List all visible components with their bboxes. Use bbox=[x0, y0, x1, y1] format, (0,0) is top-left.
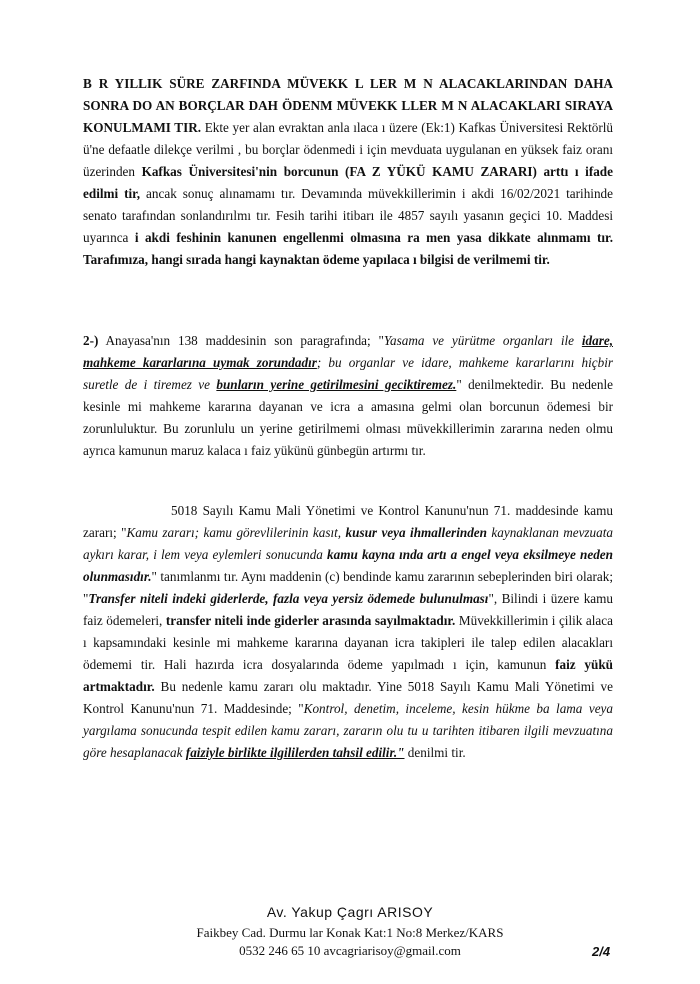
footer-lawyer-name: Av. Yakup Çagrı ARISOY bbox=[266, 904, 434, 920]
paragraph-3-text: Bu nedenle kamu zararı olu maktadır. Yine 5018 Sayılı Kamu Mali Yönetimi ve Kontrol Kanunu'nun 71. Maddesinde; " bbox=[83, 679, 613, 716]
constitution-quote: ; bu organlar ve idare, mahkeme kararlarını hiçbir suretle de i tiremez ve bbox=[83, 355, 614, 392]
paragraph-1-heading: B R YILLIK SÜRE ZARFINDA MÜVEKK L LER M N ALACAKLARINDAN DAHA SONRA DO AN BORÇLAR DAH ÖDENM MÜVEKK LLER M N ALACAKLARI SIRAYA KONULMAMI TIR. bbox=[83, 76, 613, 135]
paragraph-1-text: ancak sonuç alınamamı tır. Devamında müvekkillerimin i akdi 16/02/2021 tarihinde senato tarafından sonlandırılmı tır. Fesih tarihi itibarı ile 4857 sayılı yasanın geçici 10. Maddesi uyarınca bbox=[83, 186, 613, 245]
paragraph-2-text: " denilmektedir. Bu nedenle kesinle mi mahkeme kararına dayanan ve icra a amasına gelmi olan borcunun ödemesi bir zorunluluktur. Bu zorunlulu un yerine getirilmemi olması müvekkillerimin zararına neden olmu ayrıca kamunun maruz kalaca ı faiz yükünü günbegün artırmı tır. bbox=[83, 377, 613, 458]
law-quote-emphasis: kusur veya ihmallerinden bbox=[345, 525, 487, 540]
paragraph-3-text: 5018 Sayılı Kamu Mali Yönetimi ve Kontrol Kanunu'nun 71. maddesinde kamu zararı; " bbox=[83, 503, 613, 540]
paragraph-3 bbox=[83, 500, 613, 764]
paragraph-3-text: ", Bilindi i üzere kamu faiz ödemeleri, bbox=[83, 591, 613, 628]
paragraph-3-bold-text: faiz yükü artmaktadır. bbox=[83, 657, 613, 694]
paragraph-2-text: Anayasa'nın 138 maddesinin son paragrafında; " bbox=[98, 333, 384, 348]
paragraph-2 bbox=[83, 330, 613, 462]
paragraph-2-number: 2-) bbox=[83, 333, 99, 348]
law-quote-emphasis: Transfer niteli indeki giderlerde, fazla veya yersiz ödemede bulunulması bbox=[88, 591, 489, 606]
paragraph-1-text: Ekte yer alan evraktan anla ılaca ı üzere (Ek:1) Kafkas Üniversitesi Rektörlü ü'ne defaatle dilekçe verilmi , bu borçlar ödenmedi i için mevduata uygulanan en yüksek faiz oranı üzerinden bbox=[83, 120, 614, 179]
law-quote: kaynaklanan mevzuata aykırı karar, i lem veya eylemleri sonucunda bbox=[83, 525, 614, 562]
paragraph-1-bold-text: i akdi feshinin kanunen engellenmi olmasına ra men yasa dikkate alınmamı tır. Tarafımıza, hangi sırada hangi kaynaktan ödeme yapılaca ı bilgisi de verilmemi tir. bbox=[83, 230, 613, 267]
law-quote: Kontrol, denetim, inceleme, kesin hükme ba lama veya yargılama sonucunda tespit edilen kamu zararı, zararın olu tu u tarihten itibaren ilgili mevzuatına göre hesaplanacak bbox=[83, 701, 613, 760]
page-number: 2/4 bbox=[592, 944, 611, 959]
constitution-quote-emphasis: bunların yerine getirilmesini geciktiremez. bbox=[216, 377, 457, 392]
paragraph-1 bbox=[83, 73, 613, 271]
footer-address: Faikbey Cad. Durmu lar Konak Kat:1 No:8 Merkez/KARS bbox=[196, 925, 504, 940]
constitution-quote-emphasis: idare, mahkeme kararlarına uymak zorundadır bbox=[83, 333, 613, 370]
constitution-quote: Yasama ve yürütme organları ile bbox=[383, 333, 582, 348]
law-quote: Kamu zararı; kamu görevlilerinin kasıt, bbox=[126, 525, 346, 540]
paragraph-3-text: denilmi tir. bbox=[404, 745, 466, 760]
paragraph-1-bold-text: Kafkas Üniversitesi'nin borcunun (FA Z YÜKÜ KAMU ZARARI) arttı ı ifade edilmi tir, bbox=[83, 164, 613, 201]
law-quote-emphasis: faiziyle birlikte ilgililerden tahsil edilir." bbox=[185, 745, 405, 760]
paragraph-3-text: Müvekkillerimin i çilik alaca ı kapsamındaki kesinle mi mahkeme kararına dayanan icra takipleri ile talep edilen alacakları ödememi tir. Hali hazırda icra dosyalarında ödeme yapılmadı ı için, kamunun bbox=[83, 613, 613, 672]
paragraph-3-text: " tanımlanmı tır. Aynı maddenin (c) bendinde kamu zararının sebeplerinden biri olarak; " bbox=[83, 569, 613, 606]
footer-contact: 0532 246 65 10 avcagriarisoy@gmail.com bbox=[239, 943, 461, 958]
paragraph-3-bold-text: transfer niteli inde giderler arasında sayılmaktadır. bbox=[165, 613, 456, 628]
law-quote-emphasis: kamu kayna ında artı a engel veya eksilmeye neden olunmasıdır. bbox=[83, 547, 613, 584]
